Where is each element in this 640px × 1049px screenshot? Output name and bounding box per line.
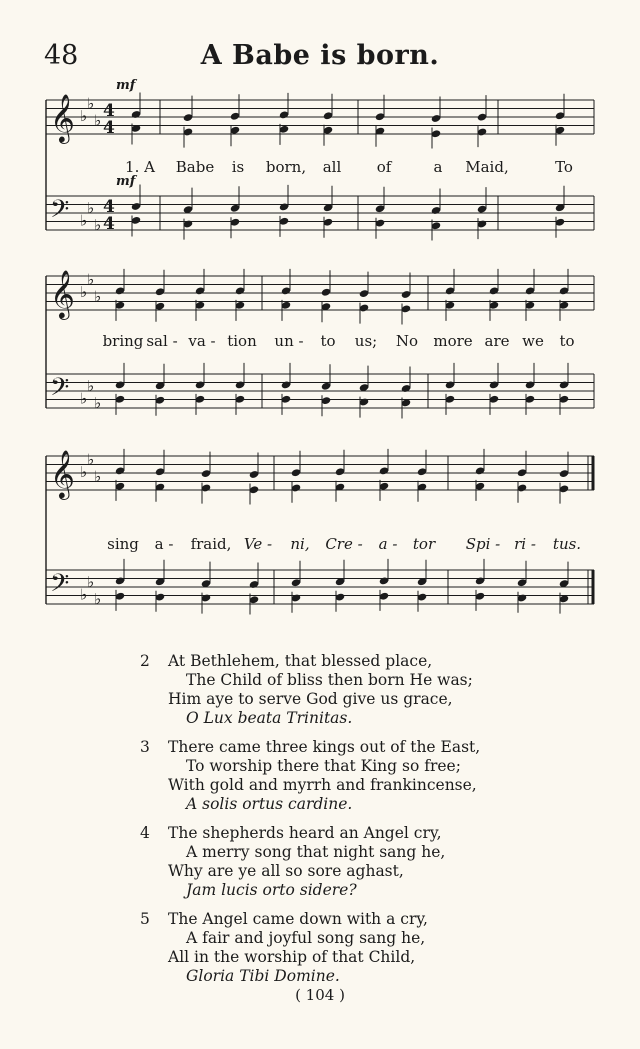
syllable: va - bbox=[188, 332, 216, 350]
syllable: is bbox=[231, 158, 245, 176]
flat-icon: ♭ bbox=[80, 463, 88, 481]
verse-line: The Child of bliss then born He was; bbox=[186, 671, 473, 689]
syllable: Cre - bbox=[325, 535, 363, 553]
time-signature: 4 bbox=[103, 101, 115, 121]
verse-number: 3 bbox=[140, 738, 150, 756]
flat-icon: ♭ bbox=[87, 572, 95, 591]
syllable: all bbox=[322, 158, 342, 176]
verse-line: Why are ye all so sore aghast, bbox=[168, 862, 404, 880]
syllable: Spi - bbox=[465, 535, 501, 553]
verse-line: To worship there that King so free; bbox=[186, 757, 461, 775]
syllable: Maid, bbox=[465, 158, 509, 176]
time-signature: 4 bbox=[103, 197, 115, 217]
treble-clef-icon: 𝄞 bbox=[50, 93, 75, 142]
dynamic-marking-bass: mf bbox=[116, 174, 136, 189]
syllable: tus. bbox=[552, 535, 582, 553]
hymn-title: A Babe is born. bbox=[200, 40, 440, 71]
syllable: fraid, bbox=[190, 535, 232, 553]
treble-clef-icon: 𝄞 bbox=[50, 449, 75, 498]
syllable: more bbox=[433, 332, 473, 350]
verse-5 bbox=[140, 910, 600, 986]
syllable: sing bbox=[107, 535, 139, 553]
flat-icon: ♭ bbox=[80, 211, 88, 230]
syllable: a bbox=[433, 158, 443, 176]
flat-icon: ♭ bbox=[87, 450, 95, 469]
verse-line: The Angel came down with a cry, bbox=[168, 910, 428, 928]
syllable: tion bbox=[227, 332, 257, 350]
syllable: born, bbox=[265, 158, 307, 176]
syllable: un - bbox=[274, 332, 304, 350]
syllable: to bbox=[320, 332, 336, 350]
time-signature: 4 bbox=[103, 118, 115, 138]
treble-clef-icon: 𝄞 bbox=[50, 269, 75, 318]
verse-line: There came three kings out of the East, bbox=[168, 738, 481, 756]
syllable: a - bbox=[378, 535, 398, 553]
bass-clef-icon: 𝄢 bbox=[50, 569, 70, 604]
verse-number: 4 bbox=[140, 824, 150, 842]
verse-number: 2 bbox=[140, 652, 150, 670]
flat-icon: ♭ bbox=[94, 215, 102, 234]
syllable: a - bbox=[154, 535, 174, 553]
flat-icon: ♭ bbox=[80, 585, 88, 604]
syllable: Ve - bbox=[243, 535, 273, 553]
music-system-2 bbox=[40, 262, 600, 422]
bass-clef-icon: 𝄢 bbox=[50, 373, 70, 408]
flat-icon: ♭ bbox=[94, 393, 102, 412]
flat-icon: ♭ bbox=[94, 467, 102, 486]
flat-icon: ♭ bbox=[87, 94, 95, 113]
flat-icon: ♭ bbox=[94, 287, 102, 306]
verse-refrain: Jam lucis orto sidere? bbox=[186, 881, 357, 899]
music-system-3 bbox=[40, 446, 600, 631]
flat-icon: ♭ bbox=[87, 376, 95, 395]
verse-4 bbox=[140, 824, 600, 900]
syllable: of bbox=[376, 158, 392, 176]
verse-line: With gold and myrrh and frankincense, bbox=[168, 776, 477, 794]
time-signature: 4 bbox=[103, 214, 115, 234]
verse-line: A fair and joyful song sang he, bbox=[186, 929, 426, 947]
syllable: Babe bbox=[175, 158, 215, 176]
syllable: to bbox=[559, 332, 575, 350]
syllable: To bbox=[555, 158, 573, 176]
staff-engraving bbox=[40, 262, 600, 422]
flat-icon: ♭ bbox=[94, 589, 102, 608]
verse-line: Him aye to serve God give us grace, bbox=[168, 690, 453, 708]
syllable: sal - bbox=[146, 332, 178, 350]
verse-refrain: Gloria Tibi Domine. bbox=[186, 967, 340, 985]
syllable: ri - bbox=[514, 535, 536, 553]
verse-line: A merry song that night sang he, bbox=[186, 843, 446, 861]
dynamic-marking-treble: mf bbox=[116, 78, 136, 93]
verse-2 bbox=[140, 652, 600, 728]
syllable: bring bbox=[102, 332, 144, 350]
syllable: are bbox=[484, 332, 510, 350]
verse-line: At Bethlehem, that blessed place, bbox=[168, 652, 433, 670]
verse-refrain: O Lux beata Trinitas. bbox=[186, 709, 353, 727]
syllable: No bbox=[395, 332, 419, 350]
syllable: ni, bbox=[290, 535, 310, 553]
flat-icon: ♭ bbox=[80, 389, 88, 408]
verse-3 bbox=[140, 738, 600, 814]
music-system-1 bbox=[40, 78, 600, 242]
staff-engraving bbox=[40, 82, 600, 242]
syllable: 1. A bbox=[125, 158, 155, 176]
verse-line: All in the worship of that Child, bbox=[168, 948, 416, 966]
page-footer: ( 104 ) bbox=[295, 986, 345, 1004]
syllable: we bbox=[522, 332, 544, 350]
flat-icon: ♭ bbox=[87, 270, 95, 289]
flat-icon: ♭ bbox=[80, 283, 88, 301]
verse-refrain: A solis ortus cardine. bbox=[186, 795, 353, 813]
page-number: 48 bbox=[44, 40, 79, 71]
syllable: tor bbox=[412, 535, 436, 553]
flat-icon: ♭ bbox=[94, 111, 102, 130]
flat-icon: ♭ bbox=[87, 198, 95, 217]
syllable: us; bbox=[354, 332, 378, 350]
verses bbox=[140, 652, 600, 996]
flat-icon: ♭ bbox=[80, 107, 88, 125]
verse-line: The shepherds heard an Angel cry, bbox=[168, 824, 442, 842]
staff-engraving bbox=[40, 446, 600, 631]
bass-clef-icon: 𝄢 bbox=[50, 195, 70, 230]
verse-number: 5 bbox=[140, 910, 150, 928]
